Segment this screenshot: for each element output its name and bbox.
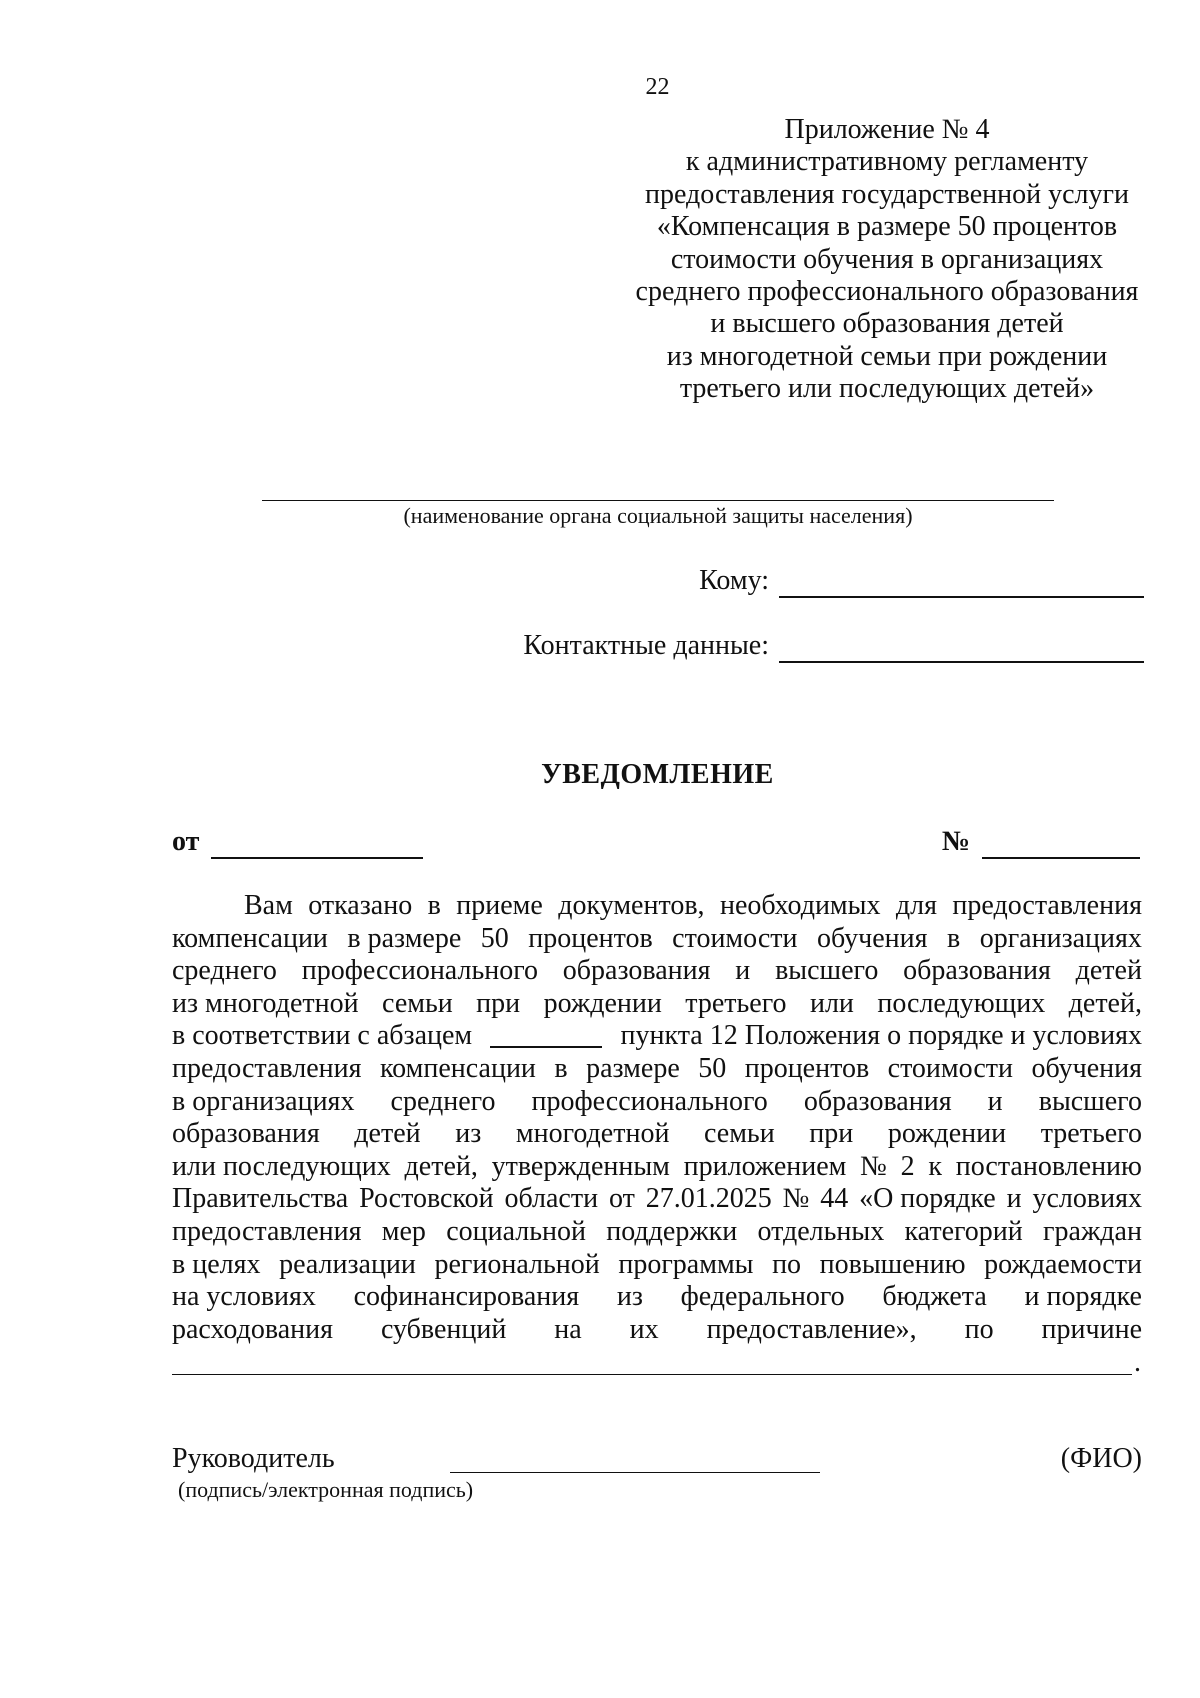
recipient-field[interactable] (779, 566, 1144, 598)
body-word: из многодетной (172, 987, 359, 1019)
contacts-label: Контактные данные: (523, 630, 769, 661)
body-word: граждан (1043, 1215, 1142, 1247)
body-word: предоставления (172, 1215, 362, 1247)
body-word: из (455, 1118, 482, 1150)
signature-field[interactable] (450, 1472, 820, 1473)
body-word: 50 (698, 1052, 727, 1084)
body-word: субвенций (380, 1313, 507, 1345)
document-title: УВЕДОМЛЕНИЕ (541, 759, 774, 790)
body-word: к (928, 1150, 942, 1182)
body-word: документов, (558, 890, 705, 921)
body-word: образования (803, 1085, 952, 1117)
body-word: № (860, 1150, 887, 1182)
organ-name-caption: (наименование органа социальной защиты населения) (403, 503, 913, 528)
body-word: и (735, 955, 751, 987)
body-word: предоставления (952, 890, 1142, 921)
body-word: детей (1075, 955, 1142, 987)
body-word: федерального (680, 1281, 845, 1313)
body-word: предоставления (172, 1052, 362, 1084)
body-word: детей, (404, 1150, 478, 1182)
appendix-line: среднего профессионального образования (635, 276, 1139, 308)
appendix-line: предоставления государственной услуги (645, 178, 1129, 210)
body-word: 44 (820, 1183, 849, 1215)
page-number: 22 (645, 74, 670, 100)
body-word: № (782, 1183, 810, 1215)
body-word: отказано (308, 890, 413, 921)
body-word: повышению (819, 1248, 966, 1280)
body-word: в целях (172, 1248, 261, 1280)
body-line (172, 955, 1142, 988)
recipient-row (699, 564, 1144, 598)
body-word: стоимости (672, 922, 798, 954)
contacts-field[interactable] (779, 631, 1144, 663)
body-line (172, 1216, 1142, 1249)
body-word: утвержденным (491, 1150, 670, 1182)
body-word: обучения (1031, 1052, 1142, 1084)
body-word: рождении (543, 987, 662, 1019)
body-word: региональной (434, 1248, 600, 1280)
body-line (172, 1281, 1142, 1314)
notification-body (172, 890, 1142, 1346)
body-word: постановлению (955, 1150, 1142, 1182)
body-word: причине (1041, 1313, 1142, 1345)
head-label: Руководитель (172, 1443, 335, 1474)
body-word: многодетной (515, 1118, 670, 1150)
body-word: по (964, 1313, 994, 1345)
body-word: необходимых (719, 890, 881, 921)
body-line (172, 1314, 1142, 1347)
body-line (172, 988, 1142, 1021)
body-text-fragment: в соответствии с абзацем (172, 1020, 473, 1052)
appendix-line: Приложение № 4 (784, 114, 990, 145)
body-word: и (987, 1085, 1003, 1117)
body-word: рождении (887, 1118, 1007, 1150)
body-line (172, 1053, 1142, 1086)
body-word: стоимости (887, 1052, 1013, 1084)
body-word: профессионального (531, 1085, 768, 1117)
body-word: реализации (279, 1248, 416, 1280)
body-word: компенсации (380, 1052, 536, 1084)
number-label: № (941, 826, 970, 857)
body-word: профессионального (301, 955, 538, 987)
body-word: высшего (775, 955, 879, 987)
body-word: в (554, 1052, 568, 1084)
body-word: области (504, 1183, 599, 1215)
body-word: Ростовской (359, 1183, 494, 1215)
number-row (942, 825, 1140, 859)
number-field[interactable] (982, 827, 1140, 859)
body-word: софинансирования (353, 1281, 580, 1313)
appendix-header (620, 114, 1154, 406)
body-line (172, 1151, 1142, 1184)
body-word: обучения (816, 922, 928, 954)
body-word: по (772, 1248, 802, 1280)
body-word: третьего (1040, 1118, 1142, 1150)
body-word: расходования (172, 1313, 333, 1345)
appendix-line: к административному регламенту (685, 146, 1089, 178)
body-word: бюджета (882, 1281, 987, 1313)
body-word: в (946, 922, 961, 954)
body-word: семьи (382, 987, 453, 1019)
body-line (172, 1086, 1142, 1119)
body-line (172, 1183, 1142, 1216)
body-word: детей, (1068, 987, 1142, 1019)
body-word: предоставление», (706, 1313, 917, 1345)
body-word: поддержки (606, 1215, 738, 1247)
fio-label: (ФИО) (1060, 1443, 1142, 1474)
body-word: 50 (480, 922, 509, 954)
body-line (172, 1249, 1142, 1282)
body-word: «О порядке (859, 1183, 996, 1215)
body-word: рождаемости (984, 1248, 1142, 1280)
body-word: последующих (877, 987, 1046, 1019)
body-word: или последующих (172, 1150, 391, 1182)
body-line (172, 1118, 1142, 1151)
body-word: в организациях (172, 1085, 355, 1117)
body-word: или (809, 987, 854, 1019)
body-word: третьего (685, 987, 787, 1019)
body-line (172, 1020, 1142, 1053)
body-word: приложением (683, 1150, 847, 1182)
signature-caption: (подпись/электронная подпись) (178, 1477, 474, 1502)
contacts-row (523, 629, 1144, 663)
appendix-line: «Компенсация в размере 50 процентов (656, 211, 1118, 243)
body-word: образования (172, 1118, 320, 1150)
body-word: их (629, 1313, 659, 1345)
body-word: и порядке (1024, 1281, 1142, 1313)
body-word: условиях (1032, 1183, 1142, 1215)
appendix-line: третьего или последующих детей» (679, 373, 1095, 405)
body-word: организациях (979, 922, 1142, 954)
body-line (172, 923, 1142, 956)
body-word: образования (903, 955, 1051, 987)
body-word: компенсации (172, 922, 328, 954)
body-word: образования (562, 955, 711, 987)
body-word: семьи (704, 1118, 775, 1150)
body-word: программы (618, 1248, 754, 1280)
body-text-fragment: пункта 12 Положения о порядке и условиях (620, 1020, 1142, 1052)
organ-name-field[interactable] (262, 500, 1054, 501)
body-word: мер (381, 1215, 426, 1247)
body-word: 27.01.2025 (645, 1183, 772, 1215)
appendix-line: стоимости обучения в организациях (670, 243, 1104, 275)
body-word: от (608, 1183, 635, 1215)
date-field[interactable] (211, 827, 423, 859)
body-line (172, 890, 1142, 923)
body-word: детей (354, 1118, 421, 1150)
body-word: в (427, 890, 441, 921)
body-word: при (476, 987, 521, 1019)
body-word: приеме (456, 890, 543, 921)
body-word: среднего (172, 955, 277, 987)
date-label: от (172, 826, 200, 857)
body-word: 2 (900, 1150, 915, 1182)
body-word: Вам (244, 890, 293, 921)
reason-period: . (1134, 1347, 1141, 1378)
appendix-line: и высшего образования детей (710, 308, 1064, 340)
body-word: при (809, 1118, 854, 1150)
body-word: Правительства (172, 1183, 349, 1215)
body-word: на (554, 1313, 582, 1345)
recipient-label: Кому: (699, 565, 769, 596)
reason-field[interactable] (172, 1374, 1132, 1375)
body-word: из (616, 1281, 643, 1313)
body-word: социальной (446, 1215, 586, 1247)
body-word: размере (586, 1052, 680, 1084)
paragraph-number-field[interactable] (490, 1020, 602, 1048)
body-word: и (1006, 1183, 1022, 1215)
body-word: на условиях (172, 1281, 316, 1313)
body-word: отдельных (757, 1215, 885, 1247)
body-word: в размере (347, 922, 462, 954)
body-word: процентов (528, 922, 653, 954)
appendix-line: из многодетной семьи при рождении (666, 340, 1108, 372)
body-word: категорий (904, 1215, 1023, 1247)
body-word: среднего (390, 1085, 496, 1117)
body-word: для (895, 890, 937, 921)
body-word: процентов (744, 1052, 870, 1084)
body-word: высшего (1038, 1085, 1142, 1117)
date-row (172, 825, 423, 859)
